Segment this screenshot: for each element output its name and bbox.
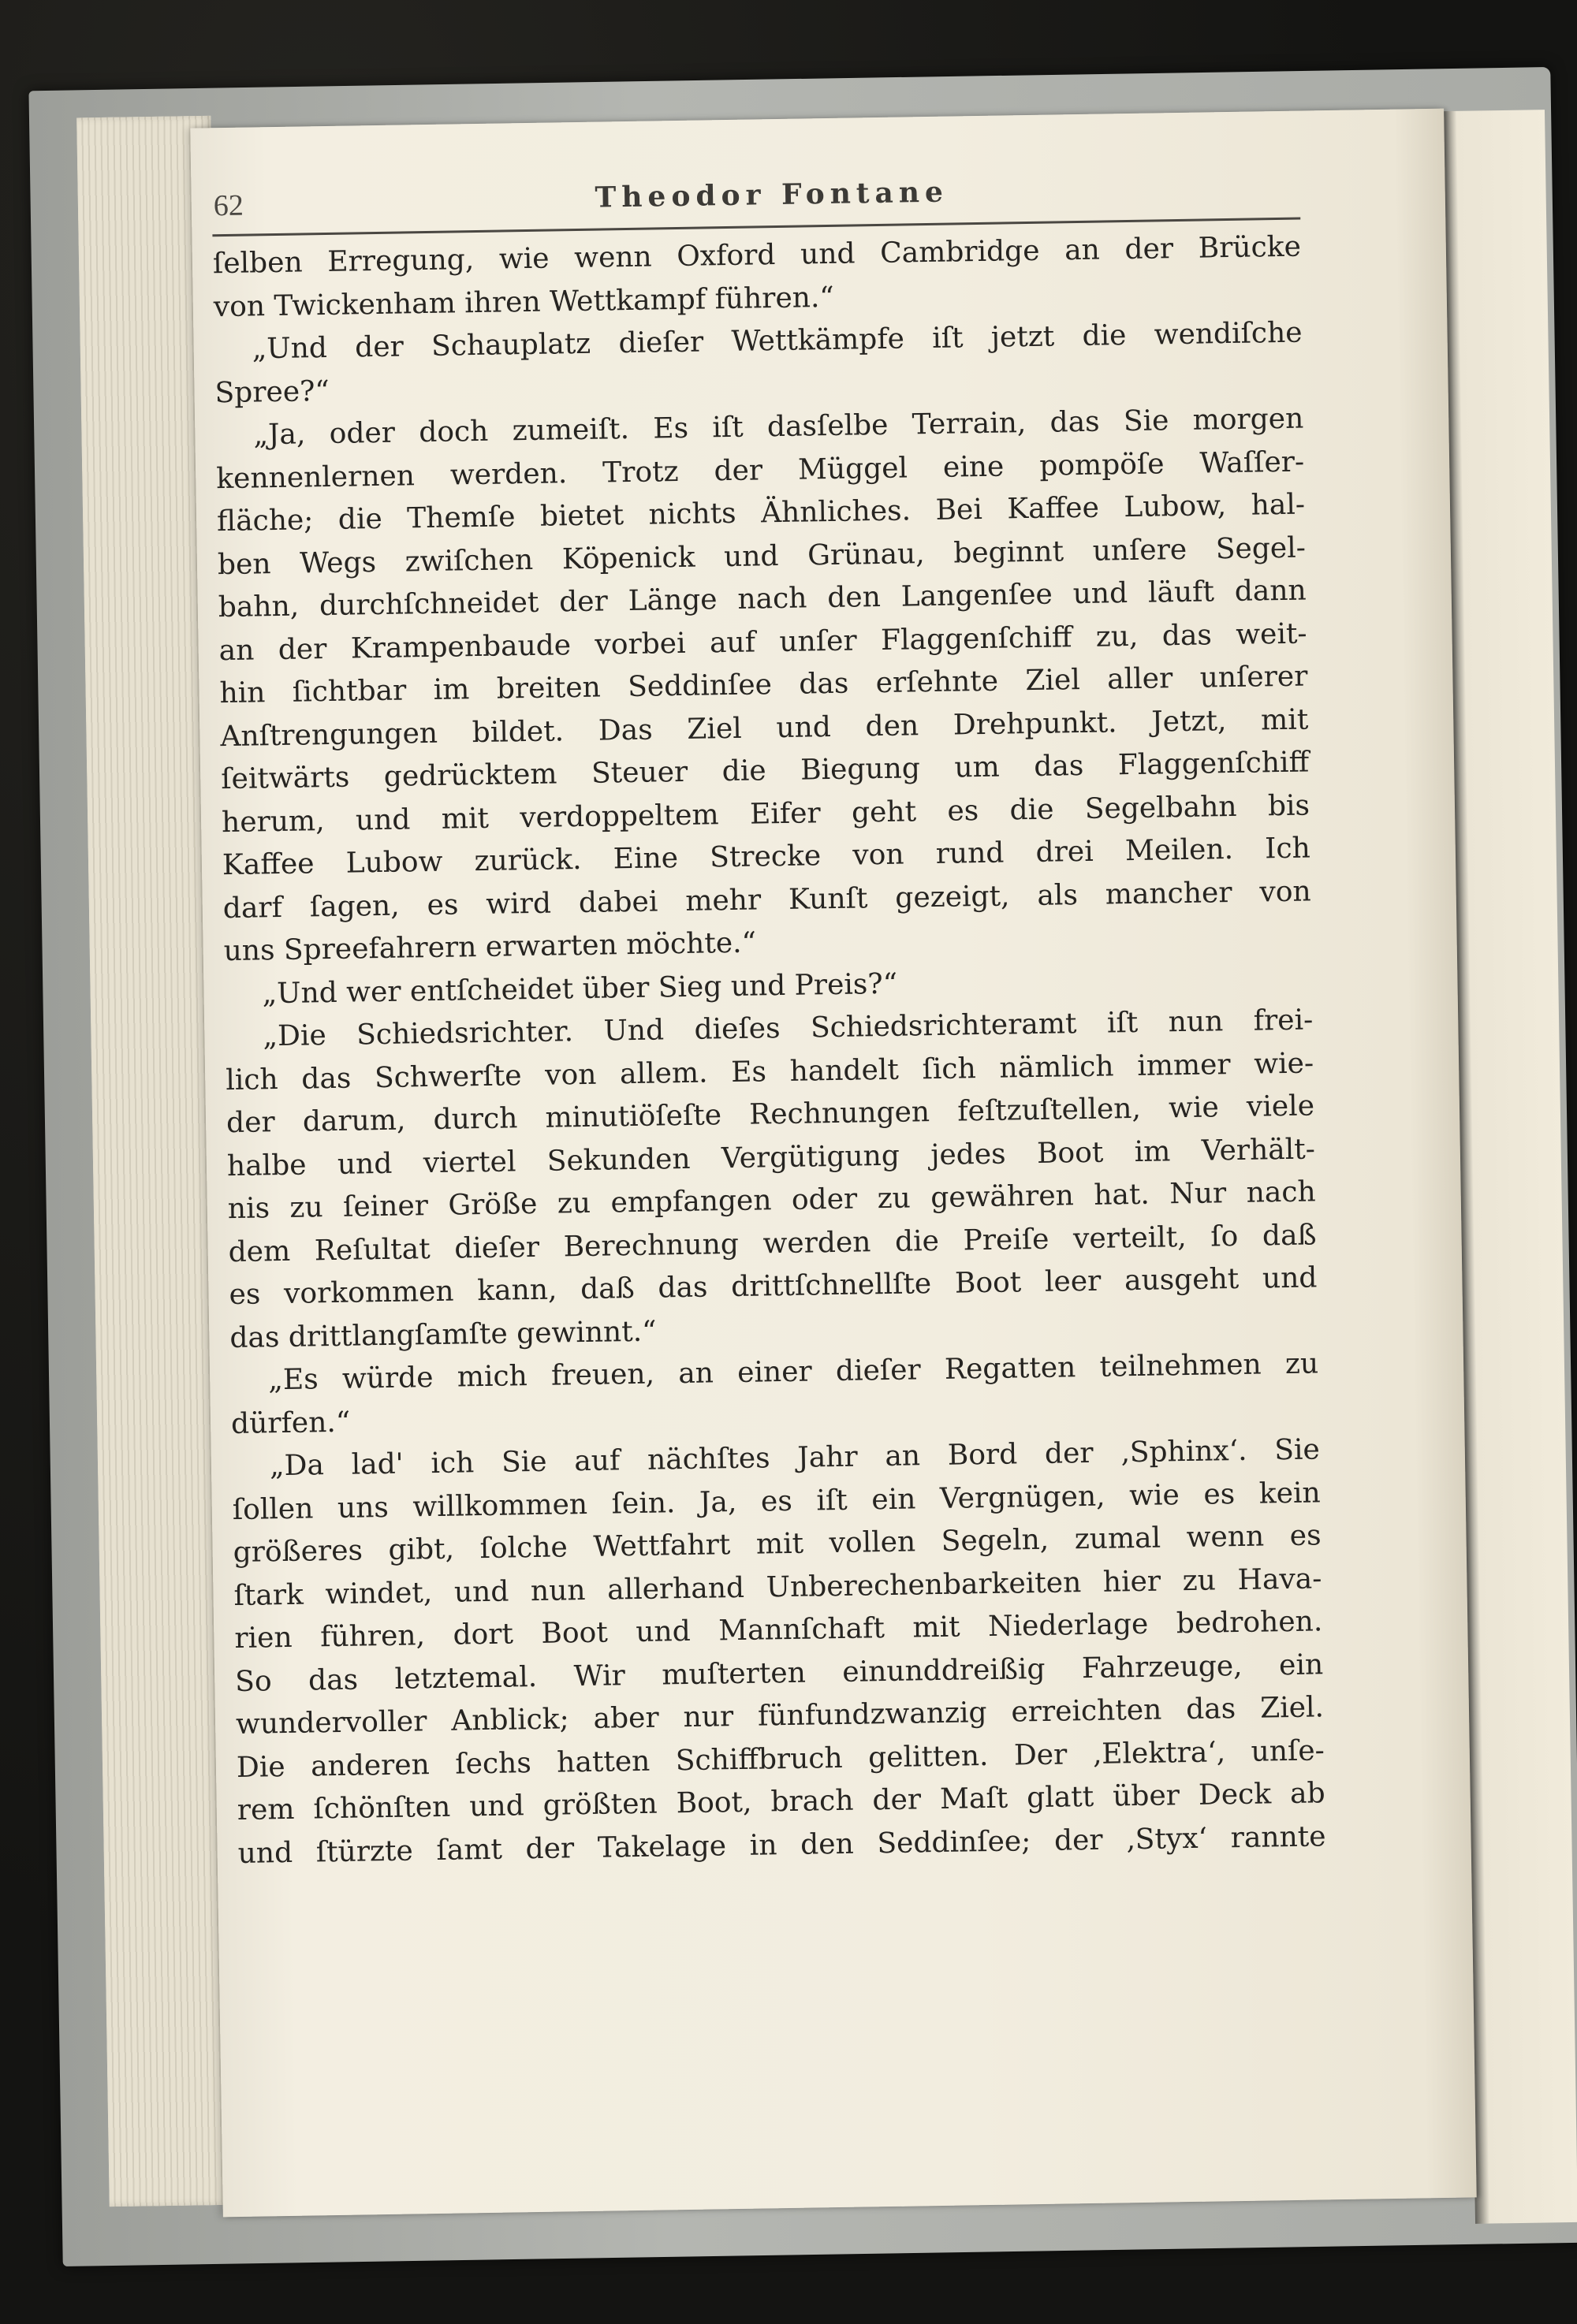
text-line: „Es würde mich freuen, an einer dieſer Regatten teilnehmen zu <box>267 1347 1319 1397</box>
body-text <box>213 226 1326 1875</box>
running-header <box>211 162 1300 237</box>
text-line: kennenlernen werden. Trotz der Müggel eine pompöſe Waſſer- <box>215 445 1305 495</box>
text-line: rien führen, dort Boot und Mannſchaft mit Niederlage bedrohen. <box>234 1605 1323 1655</box>
running-title: Theodor Fontane <box>595 175 949 214</box>
text-line: herum, und mit verdoppeltem Eifer geht es die Segelbahn bis <box>221 788 1310 839</box>
text-line: „Ja, oder doch zumeiſt. Es iſt dasſelbe Terrain, das Sie morgen <box>253 402 1304 452</box>
text-line: Anſtrengungen bildet. Das Ziel und den Drehpunkt. Jetzt, mit <box>220 702 1309 753</box>
text-line: der darum, durch minutiöſeſte Rechnungen feſtzuſtellen, wie viele <box>226 1089 1315 1140</box>
text-line: wundervoller Anblick; aber nur fünfundzwanzig erreichten das Ziel. <box>235 1691 1325 1741</box>
text-line: dem Reſultat dieſer Berechnung werden die Preiſe verteilt, ſo daß <box>228 1218 1317 1268</box>
text-line: und ſtürzte ſamt der Takelage in den Seddinſee; der ‚Styx‘ rannte <box>237 1819 1326 1870</box>
text-line: So das letztemal. Wir muſterten einunddreißig Fahrzeuge, ein <box>234 1648 1324 1698</box>
text-line: halbe und viertel Sekunden Vergütigung jedes Boot im Verhält- <box>226 1132 1316 1182</box>
text-line: hin ſichtbar im breiten Seddinſee das erſehnte Ziel aller unſerer <box>219 660 1308 710</box>
text-line: ſollen uns willkommen ſein. Ja, es iſt ein Vergnügen, wie es kein <box>232 1476 1321 1526</box>
text-line: an der Krampenbaude vorbei auf unſer Flaggenſchiff zu, das weit- <box>218 616 1307 667</box>
text-line: Die anderen ſechs hatten Schiffbruch gelitten. Der ‚Elektra‘, unſe- <box>236 1734 1325 1784</box>
text-line: ſelben Erregung, wie wenn Oxford und Cambridge an der Brücke <box>212 230 1302 281</box>
text-line: nis zu ſeiner Größe zu empfangen oder zu gewähren hat. Nur nach <box>227 1175 1316 1226</box>
text-line: das drittlangſamſte gewinnt.“ <box>229 1315 657 1354</box>
text-line: lich das Schwerſte von allem. Es handelt ſich nämlich immer wie- <box>225 1046 1314 1097</box>
text-line: größeres gibt, ſolche Wettfahrt mit vollen Segeln, zumal wenn es <box>233 1519 1322 1570</box>
text-line: bahn, durchſchneidet der Länge nach den Langenſee und läuft dann <box>218 574 1307 624</box>
text-line: „Und wer entſcheidet über Sieg und Preis?“ <box>262 967 898 1010</box>
text-line: uns Spreefahrern erwarten möchte.“ <box>223 926 757 968</box>
text-line: von Twickenham ihren Wettkampf führen.“ <box>213 281 835 323</box>
text-line: Spree?“ <box>214 374 330 409</box>
text-line: „Da lad' ich Sie auf nächſtes Jahr an Bord der ‚Sphinx‘. Sie <box>269 1433 1321 1483</box>
printed-page <box>190 109 1476 2218</box>
text-line: darf ſagen, es wird dabei mehr Kunſt gezeigt, als mancher von <box>222 874 1311 925</box>
text-line: Kaffee Lubow zurück. Eine Strecke von rund drei Meilen. Ich <box>222 832 1311 882</box>
text-line: ſeitwärts gedrücktem Steuer die Biegung um das Flaggenſchiff <box>220 746 1310 796</box>
text-line: es vorkommen kann, daß das drittſchnellſte Boot leer ausgeht und <box>229 1261 1318 1312</box>
text-line: fläche; die Themſe bietet nichts Ähnliches. Bei Kaffee Lubow, hal- <box>216 488 1306 538</box>
text-line: ſtark windet, und nun allerhand Unberechenbarkeiten hier zu Hava- <box>233 1562 1322 1612</box>
text-line: dürfen.“ <box>230 1406 351 1440</box>
text-line: „Die Schiedsrichter. Und dieſes Schiedsrichteramt iſt nun frei- <box>263 1004 1314 1053</box>
page-number: 62 <box>213 188 244 223</box>
text-line: „Und der Schauplatz dieſer Wettkämpfe iſt jetzt die wendiſche <box>252 316 1303 366</box>
text-line: rem ſchönſten und größten Boot, brach der Maſt glatt über Deck ab <box>237 1777 1325 1827</box>
text-line: ben Wegs zwiſchen Köpenick und Grünau, beginnt unſere Segel- <box>217 531 1307 581</box>
